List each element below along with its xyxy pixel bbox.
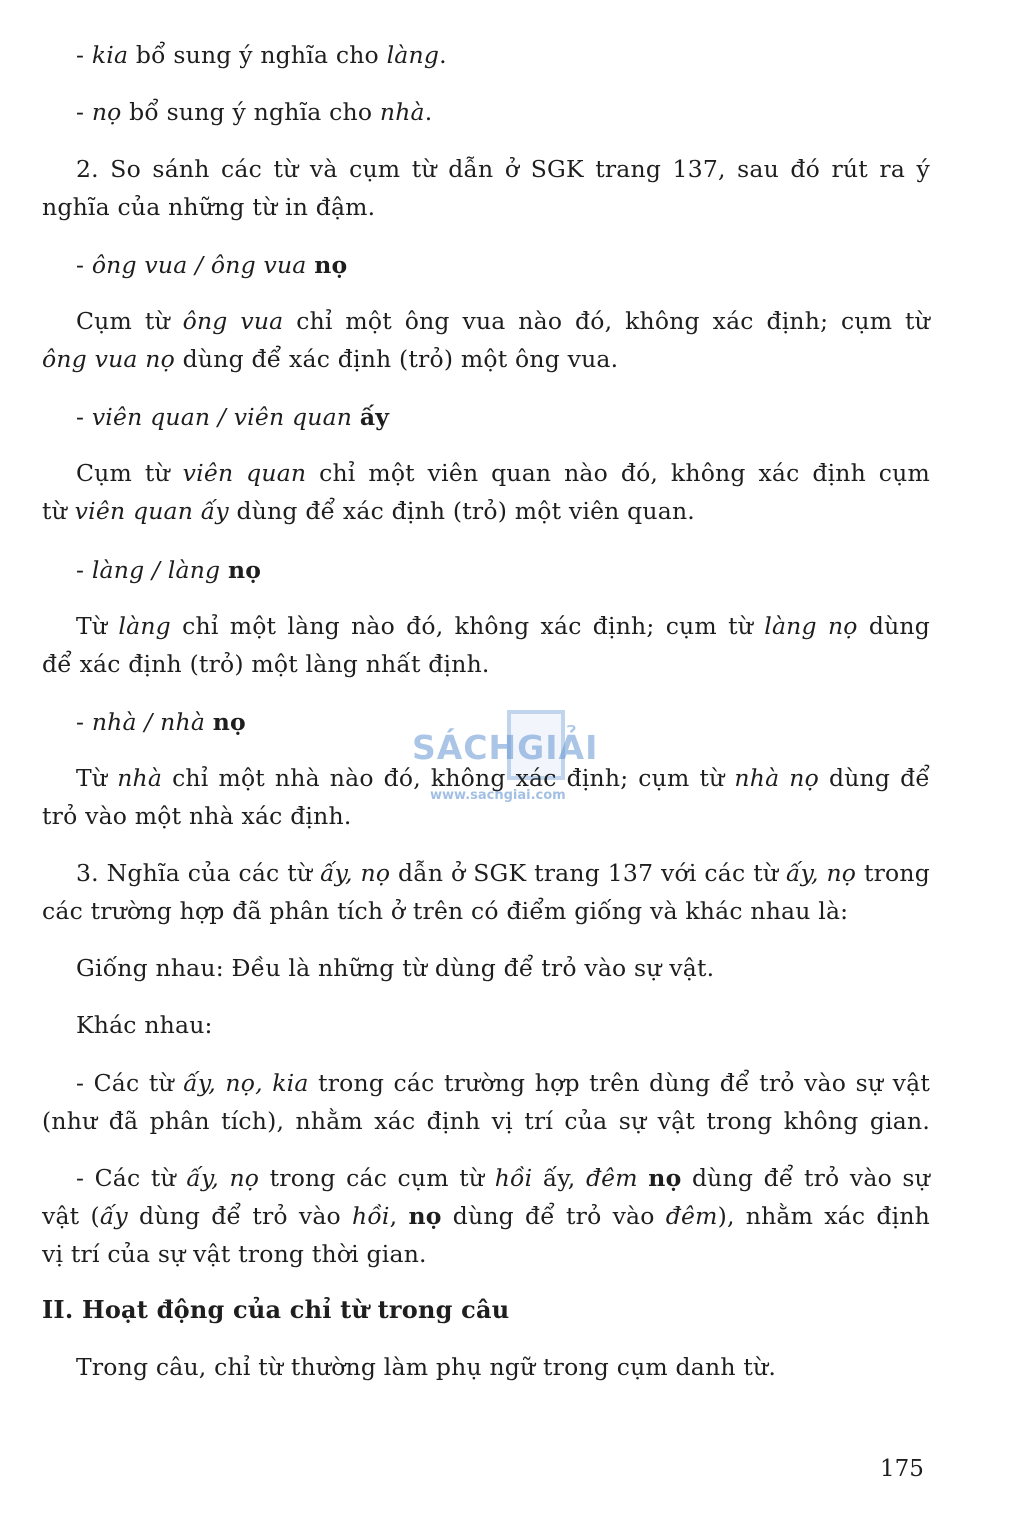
section-heading: II. Hoạt động của chỉ từ trong câu bbox=[42, 1295, 510, 1324]
explain-vien-quan-line-2: từ viên quan ấy dùng để xác định (trỏ) một viên quan. bbox=[42, 497, 695, 525]
difference-space-line-1: - Các từ ấy, nọ, kia trong các trường hợp trên dùng để trỏ vào sự vật bbox=[76, 1069, 930, 1097]
example-lang: - làng / làng nọ bbox=[76, 556, 262, 584]
watermark-brand: SÁCHGIẢI bbox=[412, 728, 599, 767]
explain-lang-line-1: Từ làng chỉ một làng nào đó, không xác định; cụm từ làng nọ dùng bbox=[76, 612, 930, 640]
question-2-line-1: 2. So sánh các từ và cụm từ dẫn ở SGK trang 137, sau đó rút ra ý bbox=[76, 155, 930, 183]
example-ong-vua: - ông vua / ông vua nọ bbox=[76, 251, 348, 279]
example-vien-quan: - viên quan / viên quan ấy bbox=[76, 403, 390, 431]
similarity: Giống nhau: Đều là những từ dùng để trỏ vào sự vật. bbox=[76, 954, 715, 982]
explain-ong-vua-line-2: ông vua nọ dùng để xác định (trỏ) một ông vua. bbox=[42, 345, 619, 373]
difference-space-line-2: (như đã phân tích), nhằm xác định vị trí của sự vật trong không gian. bbox=[42, 1107, 930, 1135]
difference-time-line-1: - Các từ ấy, nọ trong các cụm từ hồi ấy, đêm nọ dùng để trỏ vào sự bbox=[76, 1164, 931, 1192]
explain-ong-vua-line-1: Cụm từ ông vua chỉ một ông vua nào đó, không xác định; cụm từ bbox=[76, 307, 930, 335]
difference-label: Khác nhau: bbox=[76, 1011, 213, 1039]
explain-lang-line-2: để xác định (trỏ) một làng nhất định. bbox=[42, 650, 490, 678]
explain-nha-line-2: trỏ vào một nhà xác định. bbox=[42, 802, 352, 830]
section-body: Trong câu, chỉ từ thường làm phụ ngữ trong cụm danh từ. bbox=[76, 1353, 777, 1381]
question-3-line-1: 3. Nghĩa của các từ ấy, nọ dẫn ở SGK trang 137 với các từ ấy, nọ trong bbox=[76, 859, 930, 887]
difference-time-line-2: vật (ấy dùng để trỏ vào hồi, nọ dùng để trỏ vào đêm), nhằm xác định bbox=[42, 1202, 930, 1230]
page-number: 175 bbox=[880, 1456, 924, 1482]
explain-vien-quan-line-1: Cụm từ viên quan chỉ một viên quan nào đó, không xác định cụm bbox=[76, 459, 930, 487]
example-nha: - nhà / nhà nọ bbox=[76, 708, 246, 736]
difference-time-line-3: vị trí của sự vật trong thời gian. bbox=[42, 1240, 427, 1268]
explain-nha-line-1: Từ nhà chỉ một nhà nào đó, không xác định; cụm từ nhà nọ dùng để bbox=[76, 764, 930, 792]
question-3-line-2: các trường hợp đã phân tích ở trên có điểm giống và khác nhau là: bbox=[42, 897, 849, 925]
watermark-url: www.sachgiai.com bbox=[430, 788, 566, 803]
question-2-line-2: nghĩa của những từ in đậm. bbox=[42, 193, 376, 221]
bullet-kia: - kia bổ sung ý nghĩa cho làng. bbox=[76, 41, 447, 69]
bullet-no: - nọ bổ sung ý nghĩa cho nhà. bbox=[76, 98, 433, 126]
